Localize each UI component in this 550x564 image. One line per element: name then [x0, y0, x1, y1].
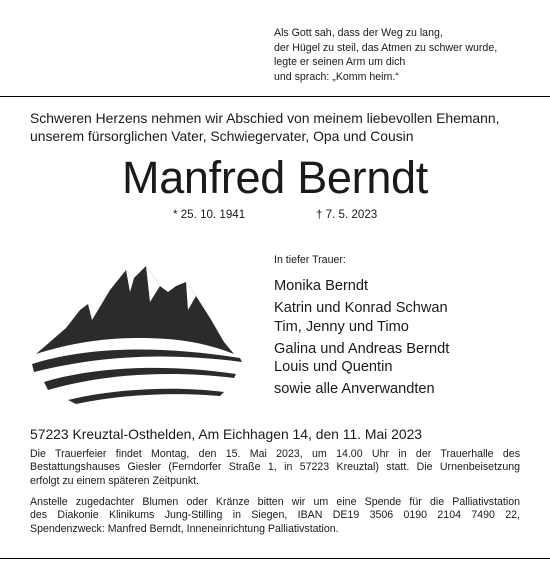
funeral-line: erfolgt zu einem späteren Zeitpunkt. — [30, 474, 200, 487]
intro-line: Schweren Herzens nehmen wir Abschied von meinem liebevollen Ehemann, — [30, 110, 500, 126]
divider — [0, 96, 550, 97]
funeral-line: Die Trauerfeier findet Montag, den 15. Mai 2023, um 14.00 Uhr in der Trauerhalle des — [30, 448, 520, 460]
mourner-group — [274, 299, 542, 336]
death-date: † 7. 5. 2023 — [316, 208, 378, 221]
funeral-info — [30, 448, 520, 488]
mourner-line: Louis und Quentin — [274, 359, 393, 376]
mourner-line: Galina und Andreas Berndt — [274, 340, 450, 357]
mountain-swoosh-3 — [68, 389, 224, 404]
intro-line: unserem fürsorglichen Vater, Schwiegervater, Opa und Cousin — [30, 128, 414, 144]
donation-line: des Diakonie Klinikums Jung-Stilling in Siegen, IBAN DE19 3506 0190 2104 7490 22, — [30, 509, 520, 522]
mountain-icon — [28, 262, 258, 408]
birth-date: * 25. 10. 1941 — [173, 208, 246, 221]
mourner-line: Tim, Jenny und Timo — [274, 318, 409, 335]
mourner-line: Katrin und Konrad Schwan — [274, 300, 448, 317]
donation-info — [30, 496, 520, 536]
mourners-list — [274, 277, 542, 403]
mourner-line: sowie alle Anverwandten — [274, 381, 435, 398]
intro-text — [30, 109, 542, 145]
mourners-label: In tiefer Trauer: — [274, 254, 346, 266]
poem-line: Als Gott sah, dass der Weg zu lang, — [274, 27, 443, 39]
poem-line: der Hügel zu steil, das Atmen zu schwer wurde, — [274, 41, 498, 54]
mountain-swoosh-2 — [44, 368, 236, 390]
mourner-group — [274, 277, 542, 295]
poem-line: und sprach: „Komm heim.“ — [274, 70, 399, 83]
poem — [274, 26, 542, 84]
deceased-name: Manfred Berndt — [122, 152, 428, 203]
funeral-line: Bestattungshauses Giesler (Ferndorfer Straße 1, in 57223 Kreuztal) statt. Die Urnenbeisetzung — [30, 461, 520, 474]
mountain-peaks — [36, 266, 234, 354]
address-line: 57223 Kreuztal-Osthelden, Am Eichhagen 14, den 11. Mai 2023 — [30, 426, 423, 442]
donation-line: Anstelle zugedachter Blumen oder Kränze bitten wir um eine Spende für die Palliativstation — [30, 496, 520, 508]
mourner-group — [274, 380, 542, 398]
poem-line: legte er seinen Arm um dich — [274, 56, 406, 68]
mourner-group — [274, 340, 542, 377]
donation-line: Spendenzweck: Manfred Berndt, Inneneinrichtung Palliativstation. — [30, 522, 339, 535]
mourner-line: Monika Berndt — [274, 278, 369, 294]
divider — [0, 558, 550, 559]
